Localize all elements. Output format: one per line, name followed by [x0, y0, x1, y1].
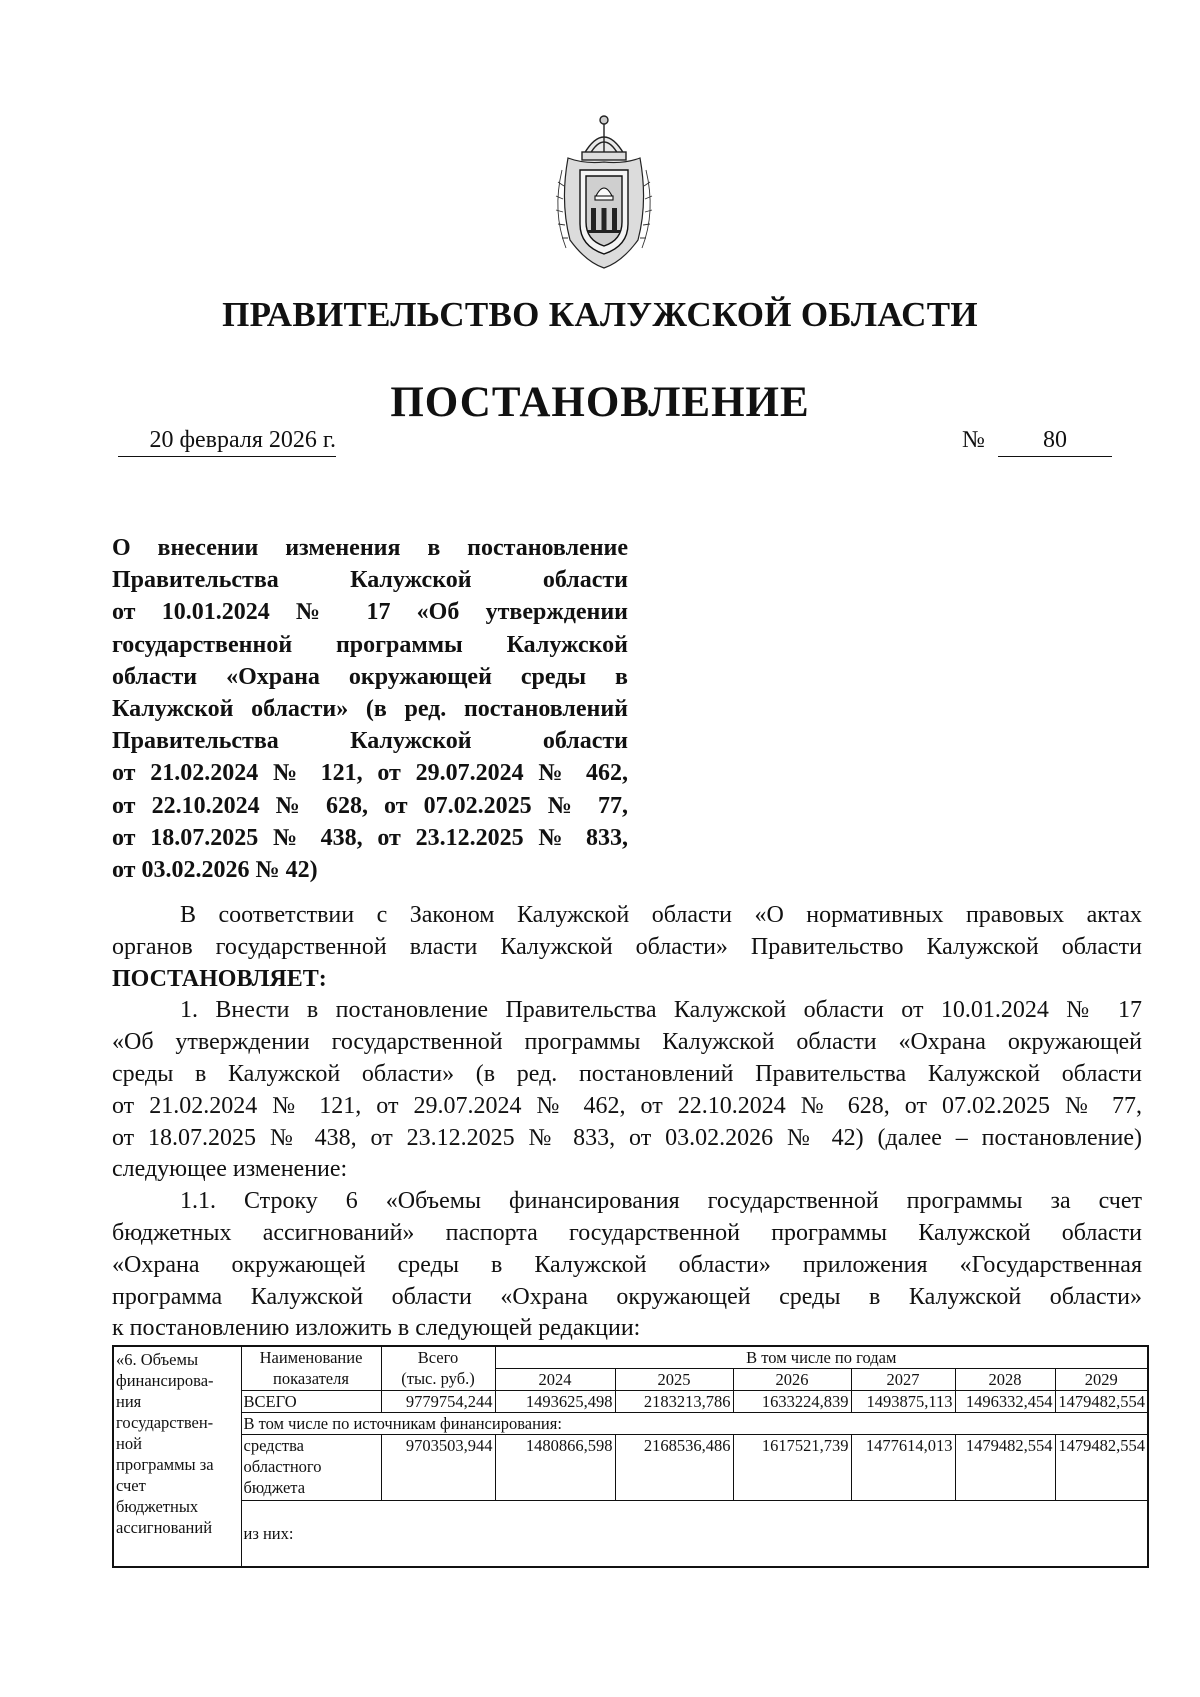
- body-line: «Об утверждении государственной программы Калужской области «Охрана окружающей: [112, 1029, 1142, 1056]
- body-line: 1.1. Строку 6 «Объемы финансирования государственной программы за счет: [180, 1188, 1142, 1215]
- document-type: ПОСТАНОВЛЕНИЕ: [390, 379, 810, 426]
- row-label-line: «6. Объемы: [116, 1350, 199, 1369]
- regional-row-label: [241, 1435, 381, 1501]
- subject-line: от 03.02.2026 № 42): [112, 857, 318, 884]
- row-label-line: ной: [116, 1434, 142, 1453]
- decree-word: ПОСТАНОВЛЯЕТ:: [112, 965, 327, 992]
- sources-header: В том числе по источникам финансирования:: [241, 1413, 1148, 1435]
- regional-row-value: 1617521,739: [733, 1435, 851, 1501]
- regional-label-line: бюджета: [243, 1478, 306, 1497]
- row-label-line: государствен-: [116, 1413, 214, 1432]
- coat-of-arms-emblem: [540, 112, 668, 272]
- subject-line: области «Охрана окружающей среды в: [112, 663, 628, 690]
- row-label-line: ассигнований: [116, 1518, 213, 1537]
- row-label-line: ния: [116, 1392, 142, 1411]
- year-header: 2025: [615, 1369, 733, 1391]
- government-title: ПРАВИТЕЛЬСТВО КАЛУЖСКОЙ ОБЛАСТИ: [222, 295, 978, 334]
- total-row-total: 9779754,244: [381, 1391, 495, 1413]
- regional-row-total: 9703503,944: [381, 1435, 495, 1501]
- column-header-total: [381, 1346, 495, 1391]
- body-line: к постановлению изложить в следующей редакции:: [112, 1315, 641, 1342]
- subject-line: от 10.01.2024 № 17 «Об утверждении: [112, 599, 628, 626]
- subject-line: от 22.10.2024 № 628, от 07.02.2025 № 77,: [112, 792, 628, 819]
- row-label-line: бюджетных: [116, 1497, 199, 1516]
- body-line: «Охрана окружающей среды в Калужской области» приложения «Государственная: [112, 1251, 1142, 1278]
- column-header-name: [241, 1346, 381, 1391]
- subject-line: от 21.02.2024 № 121, от 29.07.2024 № 462,: [112, 760, 628, 787]
- of-them-label: из них:: [243, 1523, 294, 1543]
- regional-row-value: 1479482,554: [955, 1435, 1055, 1501]
- total-row-value: 1479482,554: [1055, 1391, 1148, 1413]
- body-line: В соответствии с Законом Калужской области «О нормативных правовых актах: [180, 902, 1142, 928]
- total-row-value: 1496332,454: [955, 1391, 1055, 1413]
- body-line: органов государственной власти Калужской области» Правительство Калужской области: [112, 933, 1142, 960]
- year-header: 2029: [1055, 1369, 1148, 1391]
- row-label-line: счет: [116, 1476, 146, 1495]
- row-label-line: финансирова-: [116, 1371, 214, 1390]
- total-row-value: 2183213,786: [615, 1391, 733, 1413]
- header-line: Всего: [417, 1348, 459, 1367]
- header-line: (тыс. руб.): [401, 1369, 475, 1388]
- number-label: №: [962, 427, 985, 453]
- year-header: 2024: [495, 1369, 615, 1391]
- regional-row-value: 1480866,598: [495, 1435, 615, 1501]
- year-header: 2028: [955, 1369, 1055, 1391]
- of-them-row: [241, 1501, 1148, 1567]
- total-row-value: 1493875,113: [851, 1391, 955, 1413]
- body-line: от 18.07.2025 № 438, от 23.12.2025 № 833, от 03.02.2026 № 42) (далее – постановление): [112, 1124, 1142, 1151]
- regional-row-value: 1477614,013: [851, 1435, 955, 1501]
- subject-line: от 18.07.2025 № 438, от 23.12.2025 № 833,: [112, 824, 628, 851]
- regional-label-line: средства: [243, 1436, 305, 1455]
- body-line: среды в Калужской области» (в ред. постановлений Правительства Калужской области: [112, 1060, 1142, 1087]
- body-line: следующее изменение:: [112, 1156, 348, 1183]
- subject-line: государственной программы Калужской: [112, 631, 628, 658]
- body-line: бюджетных ассигнований» паспорта государственной программы Калужской области: [112, 1219, 1142, 1246]
- year-header: 2026: [733, 1369, 851, 1391]
- subject-line: Правительства Калужской области: [112, 728, 628, 755]
- year-header: 2027: [851, 1369, 955, 1391]
- body-line: программа Калужской области «Охрана окружающей среды в Калужской области»: [112, 1283, 1142, 1310]
- regional-row-value: 1479482,554: [1055, 1435, 1148, 1501]
- financing-table: [112, 1345, 1149, 1568]
- subject-heading: [112, 532, 628, 886]
- row-label-cell: [113, 1346, 241, 1567]
- total-row-label: ВСЕГО: [241, 1391, 381, 1413]
- row-label-line: программы за: [116, 1455, 214, 1474]
- regional-label-line: областного: [243, 1457, 322, 1476]
- subject-line: Правительства Калужской области: [112, 567, 628, 594]
- total-row-value: 1493625,498: [495, 1391, 615, 1413]
- total-row-value: 1633224,839: [733, 1391, 851, 1413]
- header-line: показателя: [273, 1369, 349, 1388]
- regional-row-value: 2168536,486: [615, 1435, 733, 1501]
- document-body: [112, 900, 1142, 1345]
- body-line: 1. Внести в постановление Правительства Калужской области от 10.01.2024 № 17: [180, 997, 1142, 1024]
- document-date: 20 февраля 2026 г.: [118, 427, 336, 457]
- subject-line: О внесении изменения в постановление: [112, 535, 628, 561]
- years-header: В том числе по годам: [495, 1346, 1148, 1369]
- subject-line: Калужской области» (в ред. постановлений: [112, 696, 628, 723]
- header-line: Наименование: [259, 1348, 363, 1367]
- document-number: 80: [998, 427, 1112, 457]
- body-line: от 21.02.2024 № 121, от 29.07.2024 № 462, от 22.10.2024 № 628, от 07.02.2025 № 77,: [112, 1092, 1142, 1119]
